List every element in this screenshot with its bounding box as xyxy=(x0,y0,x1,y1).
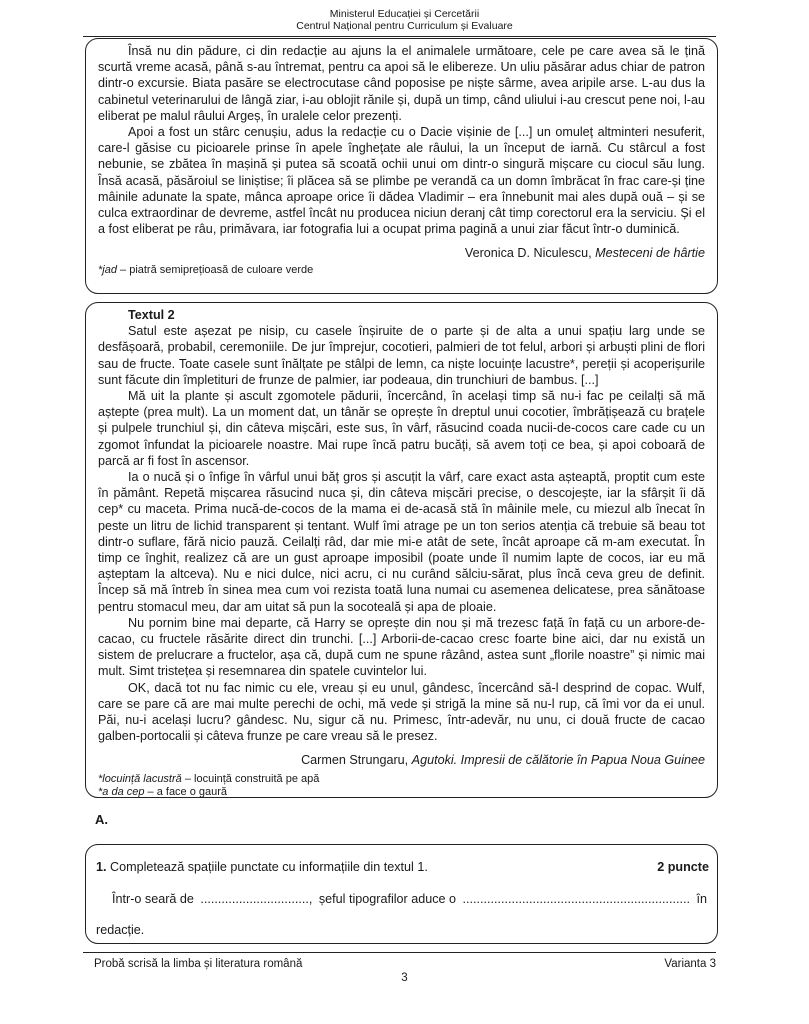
text-2-author: Carmen Strungaru, xyxy=(301,753,412,768)
question-prompt: Completează spațiile punctate cu informațiile din textul 1. xyxy=(110,860,428,874)
text-2-footnote xyxy=(98,773,705,786)
text-1-box xyxy=(85,38,718,294)
text-1-paragraph: Însă nu din pădure, ci din redacție au ajuns la el animalele următoare, cele pe care avea să le țină scurtă vreme acasă, până s-au întremat, pentru ca apoi să le elibereze. Un uliu păsărar adus chiar de patron dintr-o excursie. Biata pasăre se electrocutase când poposise pe niște sârme, avea aripile arse. L-au dus la cabinetul veterinarului de lângă ziar, i-au oblojit rănile și, după un timp, când uliului i-au crescut pene noi, l-au eliberat pe malul râului Argeș, în uralele celor prezenți. xyxy=(98,44,705,123)
footnote-definition: – a face o gaură xyxy=(144,785,228,798)
question-prompt-line xyxy=(96,859,428,875)
text-2-paragraph: Nu pornim bine mai departe, că Harry se oprește din nou și mă trezesc față în față cu un arbore-de-cacao, cu fructele răsărite direct din trunchi. [...] Arborii-de-cacao cresc foarte bine aici, dar nu există un sistem de prelucrare a fructelor, așa că, după cum ne spune râzând, astea sunt „florile noastre” și nimic mai mult. Simt tristețea și resemnarea din spatele cuvintelor lui. xyxy=(98,615,705,679)
text-2-title: Textul 2 xyxy=(128,308,175,322)
text-2-paragraph: Mă uit la plante și ascult zgomotele pădurii, încercând, în același timp să nu-i fac pe ceilalți să mă aștepte (prea mult). La un moment dat, un tânăr se oprește în dreptul unui cocotier, îmbrățișează cu brațele și pulpele trunchiul și, din câteva mișcări, este sus, în vârf, răsucind coada nucii-de-cocos care cade cu un zgomot înfundat la picioarele noastre. Mai rupe încă patru bucăți, să avem toți ce bea, și apoi coboară de parcă ar fi fost în ascensor. xyxy=(98,389,705,468)
question-number: 1. xyxy=(96,860,107,874)
text-1-work: Mesteceni de hârtie xyxy=(595,246,705,261)
fill-in-sentence xyxy=(112,891,707,907)
ministry-name: Ministerul Educației și Cercetării xyxy=(329,8,480,20)
footer-variant: Varianta 3 xyxy=(664,958,716,970)
footnote-definition: – locuință construită pe apă xyxy=(181,772,320,785)
question-box xyxy=(85,844,718,944)
section-label: A. xyxy=(95,812,108,827)
footnote-definition: – piatră semiprețioasă de culoare verde xyxy=(116,263,314,276)
text-2-source xyxy=(98,752,705,768)
text-1-author: Veronica D. Niculescu, xyxy=(464,246,596,261)
text-2-paragraph: Satul este așezat pe nisip, cu casele înșiruite de o parte și de alta a unui spațiu larg unde se desfășoară, probabil, ceremoniile. De jur împrejur, cocotieri, palmieri de tot felul, arbori și arbuști plini de flori sau de fructe. Toate casele sunt înălțate pe stâlpi de lemn, ca niște locuințe lacustre*, pereții și acoperișurile sunt făcute din împletituri de frunze de palmier, iar podeaua, din trunchiuri de bambus. [...] xyxy=(98,324,705,387)
text-2-box xyxy=(85,302,718,798)
header-divider xyxy=(83,36,716,37)
sentence-segment: șeful tipografilor aduce o xyxy=(318,892,457,906)
footnote-term: *jad xyxy=(98,263,117,276)
footnote-term: *locuință lacustră xyxy=(98,772,182,785)
page-header xyxy=(0,8,809,32)
footer-exam-name: Probă scrisă la limba și literatura română xyxy=(94,958,303,970)
text-1-paragraph: Apoi a fost un stârc cenușiu, adus la redacție cu o Dacie vișinie de [...] un omuleț altminteri nesuferit, care-l găsise cu picioarele prinse în apele înghețate ale râului, la un început de iarnă. Cu stârcul a fost nebunie, se zbătea în mașină și putea să scoată ochii unui om dintr-o singură mișcare cu ciocul său lung. Însă acasă, păsăroiul se liniștise; îi plăcea să se plimbe pe verandă ca un domn îmbrăcat în frac care-și ține mâinile adunate la spate, mânca aproape orice îi dădea Vladimir – era înnebunit mai ales după ouă – și se culca extraordinar de devreme, astfel încât nu producea niciun deranj cât timp corectorul era la serviciu. Și el a fost eliberat pe râu, primăvara, iar fotografia lui a ocupat prima pagină a unui ziar făcut într-o duminică. xyxy=(98,125,705,237)
sentence-segment: în xyxy=(696,892,707,906)
text-2-paragraph: Ia o nucă și o înfige în vârful unui băț gros și ascuțit la vârf, care exact asta așteaptă, proptit cum este în pământ. Repetă mișcarea răsucind nuca și, din câteva mișcări precise, o descojește, iar la sfârșit îi dă cep* cu maceta. Prima nucă-de-cocos de la mama ei de-acasă stă în mâinile mele, cu miezul alb înecat în peste un litru de lichid transparent și tentant. Wulf îmi atrage pe un ton serios atenția că trebuie să beau tot dintr-o suflare, fără nicio pauză. Ceilalți râd, dar mie mi-e atât de sete, încât aproape că m-am executat. În timp ce înghit, realizez că are un gust aproape imposibil (poate unde îl numim lapte de cocos, iar eu mă așteptam la altceva). Nu e nici dulce, nici acru, ci nu curând sălciu-sărat, plus încă ceva greu de definit. Încep să mă întreb în sinea mea cum voi rezista toată luna numai cu asemenea delicatese, prea sănătoase pentru stomacul meu, dar am uitat să pun la socoteală și apa de ploaie. xyxy=(98,470,705,614)
text-2-paragraph: OK, dacă tot nu fac nimic cu ele, vreau și eu unul, gândesc, încercând să-l desprind de copac. Wulf, care se pare că are mai multe perechi de ochi, mă vede și strigă la mine să nu-l rup, că îmi vor da ei unul. Păi, nu-i același lucru? gândesc. Nu, sigur că nu. Primesc, într-adevăr, nu unu, ci două fructe de cacao galben-portocalii și câteva frunze pe care vreau să le presez. xyxy=(98,680,705,744)
text-2-work: Agutoki. Impresii de călătorie în Papua Noua Guinee xyxy=(411,753,705,768)
question-points: 2 puncte xyxy=(657,860,709,874)
blank-field-2[interactable]: ................................................................. xyxy=(462,892,690,906)
sentence-segment: Într-o seară de xyxy=(112,892,194,906)
text-1-source xyxy=(98,245,705,261)
page-number: 3 xyxy=(401,972,408,984)
text-1-footnote xyxy=(98,264,705,277)
footnote-term: *a da cep xyxy=(98,785,145,798)
center-name: Centrul Național pentru Curriculum și Evaluare xyxy=(296,20,513,32)
question-header xyxy=(96,859,709,875)
text-2-footnote xyxy=(98,786,705,799)
footer-divider xyxy=(83,952,716,953)
blank-field-1[interactable]: ..............................., xyxy=(200,892,313,906)
sentence-end: redacție. xyxy=(96,923,145,937)
